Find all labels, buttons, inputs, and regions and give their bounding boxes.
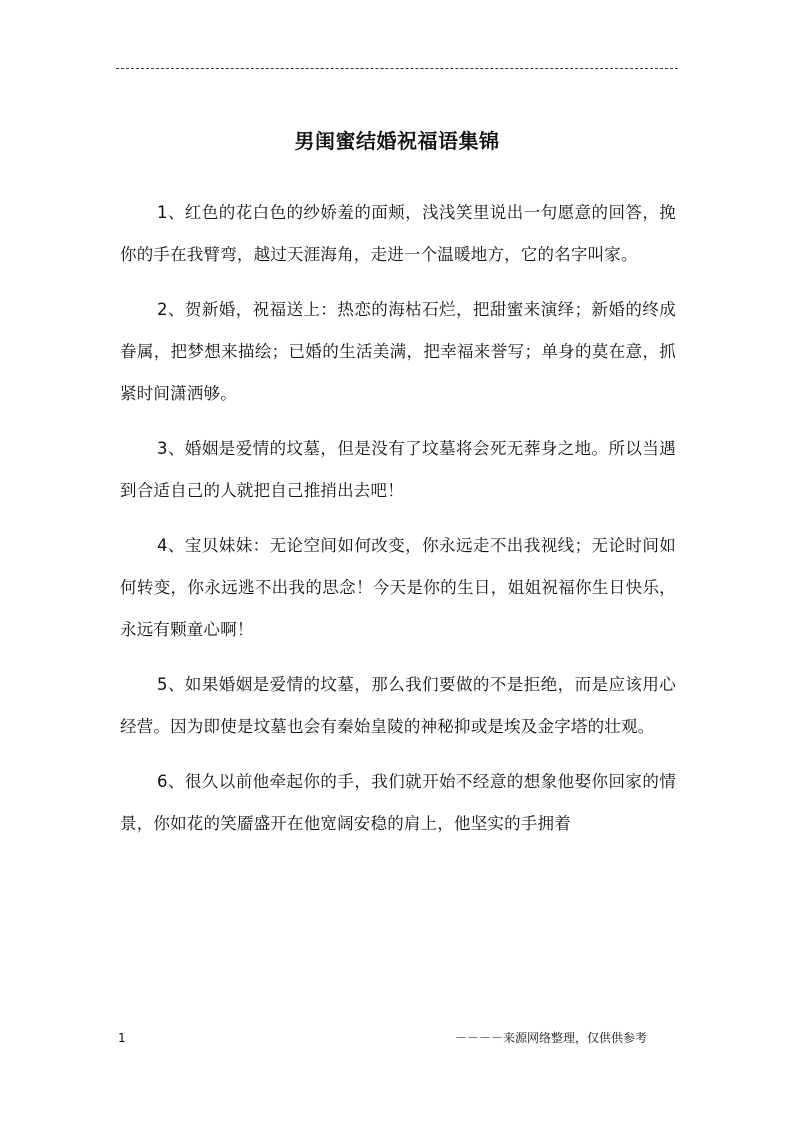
document-title: 男闺蜜结婚祝福语集锦 [294, 129, 500, 153]
footer-source-note: －－－－来源网络整理，仅供供参考 [455, 1031, 648, 1045]
paragraph-5: 5、如果婚姻是爱情的坟墓，那么我们要做的不是拒绝，而是应该用心经营。因为即使是坟墓也会有秦始皇陵的神秘抑或是埃及金字塔的壮观。 [120, 675, 676, 736]
header-dashed-rule [116, 68, 678, 69]
document-body [120, 192, 676, 858]
paragraph-6: 6、很久以前他牵起你的手，我们就开始不经意的想象他娶你回家的情景，你如花的笑靥盛开在他宽阔安稳的肩上，他坚实的手拥着 [120, 772, 676, 833]
page-number: 1 [118, 1031, 126, 1045]
paragraph-4: 4、宝贝妹妹：无论空间如何改变，你永远走不出我视线；无论时间如何转变，你永远逃不出我的思念！今天是你的生日，姐姐祝福你生日快乐，永远有颗童心啊！ [120, 536, 676, 639]
paragraph-2: 2、贺新婚，祝福送上：热恋的海枯石烂，把甜蜜来演绎；新婚的终成眷属，把梦想来描绘；已婚的生活美满，把幸福来誉写；单身的莫在意，抓紧时间潇洒够。 [120, 300, 676, 403]
paragraph-3: 3、婚姻是爱情的坟墓，但是没有了坟墓将会死无葬身之地。所以当遇到合适自己的人就把自己推捎出去吧！ [120, 439, 676, 500]
paragraph-1: 1、红色的花白色的纱娇羞的面颊，浅浅笑里说出一句愿意的回答，挽你的手在我臂弯，越过天涯海角，走进一个温暖地方，它的名字叫家。 [120, 203, 676, 264]
